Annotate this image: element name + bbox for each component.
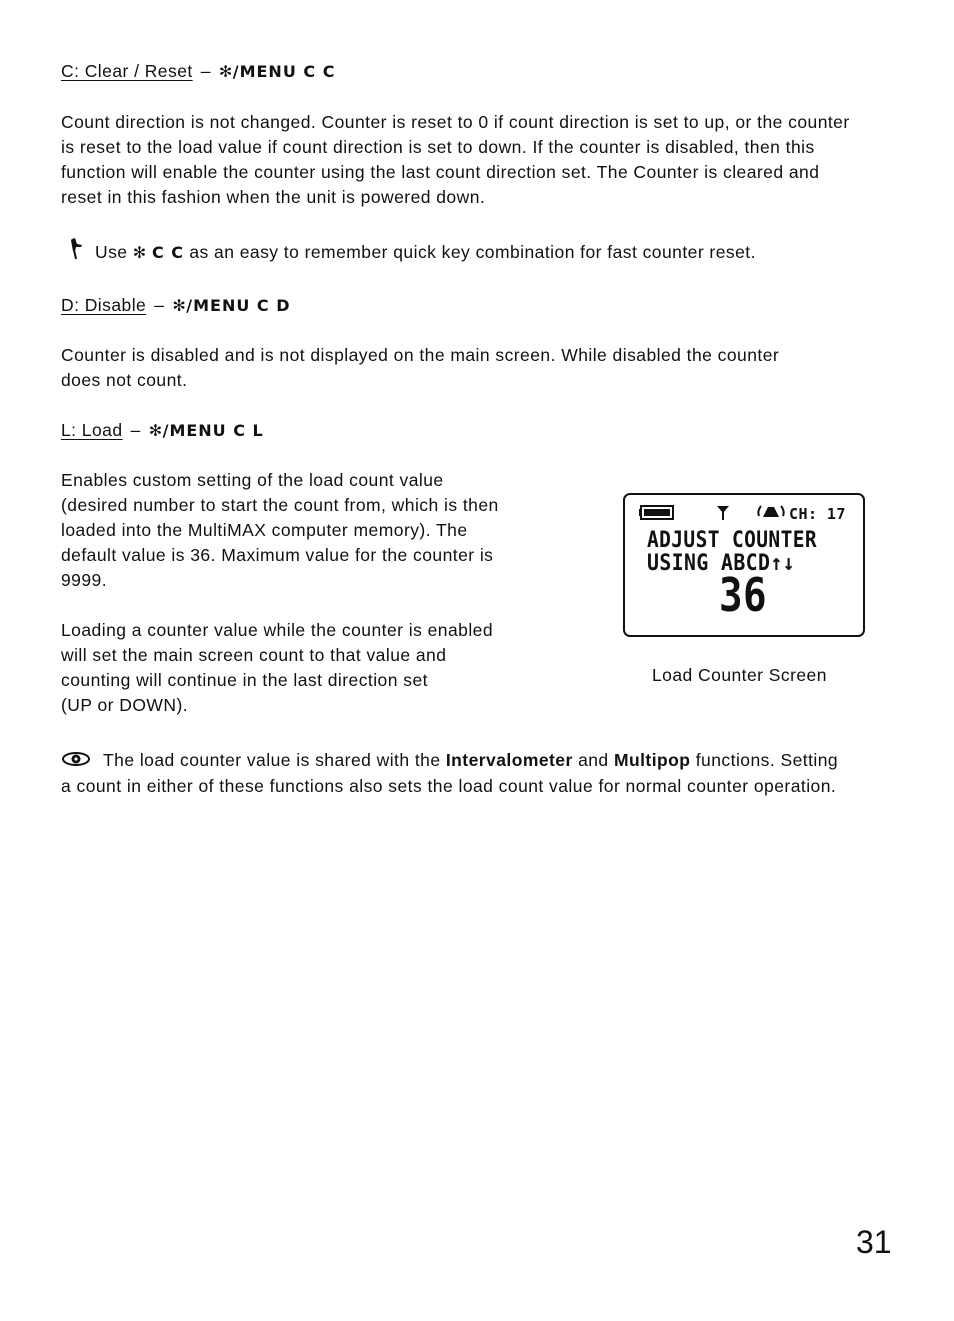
body-disable: Counter is disabled and is not displayed on the main screen. While disabled the counter does not count. [61,345,780,390]
tip-text-pre: Use [95,242,128,262]
lcd-value: 36 [719,568,767,622]
lcd-line1: ADJUST COUNTER [647,528,818,553]
body-load-2 [61,618,581,718]
body-load-1 [61,468,581,593]
text-line: (desired number to start the count from, which is then [61,495,499,515]
lcd-line2: USING ABCD↑↓ [647,551,795,576]
lcd-screen-figure [623,493,865,637]
tip-keys: C C [151,243,185,262]
pushpin-icon [67,237,85,268]
dash: – [200,61,211,81]
star-key-icon: ✻ [172,296,187,315]
text-line: (UP or DOWN). [61,695,189,715]
tip-text-post: as an easy to remember quick key combination for fast counter reset. [189,242,756,262]
text-line: 9999. [61,570,108,590]
text-line: loaded into the MultiMAX computer memory). The [61,520,468,540]
text-line: default value is 36. Maximum value for the counter is [61,545,494,565]
body-clear: Count direction is not changed. Counter is reset to 0 if count direction is set to up, or the counter is reset to the load value if count direction is set to down. If the counter is disabled, then this function will enable the counter using the last count direction set. The Counter is cleared and reset in this fashion when the unit is powered down. [61,112,850,207]
battery-icon [639,506,673,519]
dash: – [130,420,141,440]
figure-caption: Load Counter Screen [652,665,827,685]
page-number: 31 [856,1224,892,1260]
note-shared-value [61,748,851,799]
note-text-post: functions. Setting a count in either of these functions also sets the load count value for normal counter operation. [61,750,839,796]
heading-clear: C: Clear / Reset [61,61,193,81]
note-text-pre: The load counter value is shared with the [103,750,441,770]
text-line: Enables custom setting of the load count value [61,470,444,490]
star-key-icon: ✻ [218,62,233,81]
note-and: and [578,750,609,770]
dash: – [154,295,165,315]
text-line: will set the main screen count to that value and [61,645,447,665]
star-key-icon: ✻ [132,243,147,262]
eye-icon [61,749,91,774]
note-intervalometer: Intervalometer [445,750,573,770]
star-key-icon: ✻ [148,421,163,440]
text-line: counting will continue in the last direction set [61,670,428,690]
command-load: /MENU C L [162,421,264,440]
section-heading-load [61,418,861,443]
lcd-channel: CH: 17 [789,505,846,523]
antenna-icon [717,506,729,520]
text-line: Loading a counter value while the counter is enabled [61,620,494,640]
section-heading-disable [61,293,861,318]
tip-clear [61,240,861,268]
heading-load: L: Load [61,420,123,440]
note-multipop: Multipop [613,750,691,770]
section-heading-clear [61,59,861,84]
command-clear: /MENU C C [232,62,336,81]
heading-disable: D: Disable [61,295,147,315]
sound-icon [758,506,783,517]
command-disable: /MENU C D [186,296,291,315]
